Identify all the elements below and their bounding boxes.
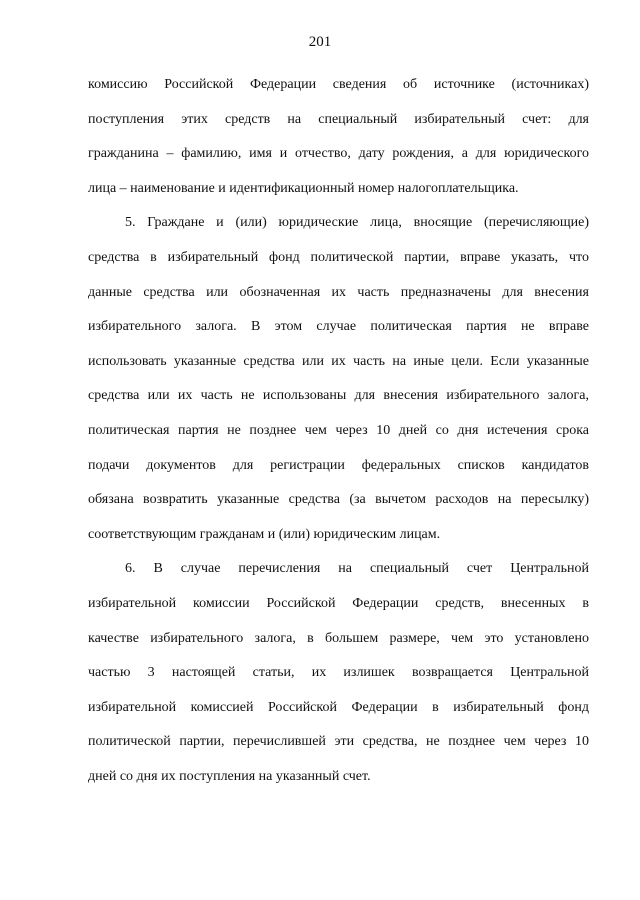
text-line: использовать указанные средства или их часть на иные цели. Если указанные [88,353,589,369]
text-line: избирательной комиссией Российской Федерации в избирательный фонд [88,699,589,715]
text-line: 6. В случае перечисления на специальный счет Центральной [125,561,589,577]
text-line: политическая партия не позднее чем через 10 дней со дня истечения срока [88,422,589,438]
text-line: поступления этих средств на специальный избирательный счет: для [88,111,589,127]
text-line: избирательной комиссии Российской Федерации средств, внесенных в [88,595,589,611]
document-body [88,68,589,794]
text-line: комиссию Российской Федерации сведения об источнике (источниках) [88,77,589,92]
text-line: соответствующим гражданам и (или) юридическим лицам. [88,526,441,542]
paragraph-continuation [88,68,589,206]
paragraph-item-6 [88,552,589,794]
text-line: данные средства или обозначенная их часть предназначены для внесения [88,284,589,300]
text-line: избирательного залога. В этом случае политическая партия не вправе [88,319,589,335]
text-line: гражданина – фамилию, имя и отчество, дату рождения, а для юридического [88,146,589,162]
text-line: 5. Граждане и (или) юридические лица, вносящие (перечисляющие) [125,215,589,231]
text-line: качестве избирательного залога, в большем размере, чем это установлено [88,630,589,646]
text-line: частью 3 настоящей статьи, их излишек возвращается Центральной [88,665,589,681]
text-line: лица – наименование и идентификационный номер налогоплательщика. [88,180,519,196]
text-line: обязана возвратить указанные средства (за вычетом расходов на пересылку) [88,492,589,508]
text-line: подачи документов для регистрации федеральных списков кандидатов [88,457,589,473]
page-number: 201 [308,34,332,50]
paragraph-item-5 [88,206,589,552]
text-line: средства в избирательный фонд политической партии, вправе указать, что [88,249,589,265]
text-line: средства или их часть не использованы для внесения избирательного залога, [88,388,589,404]
text-line: дней со дня их поступления на указанный счет. [88,768,371,784]
text-line: политической партии, перечислившей эти средства, не позднее чем через 10 [88,734,589,750]
